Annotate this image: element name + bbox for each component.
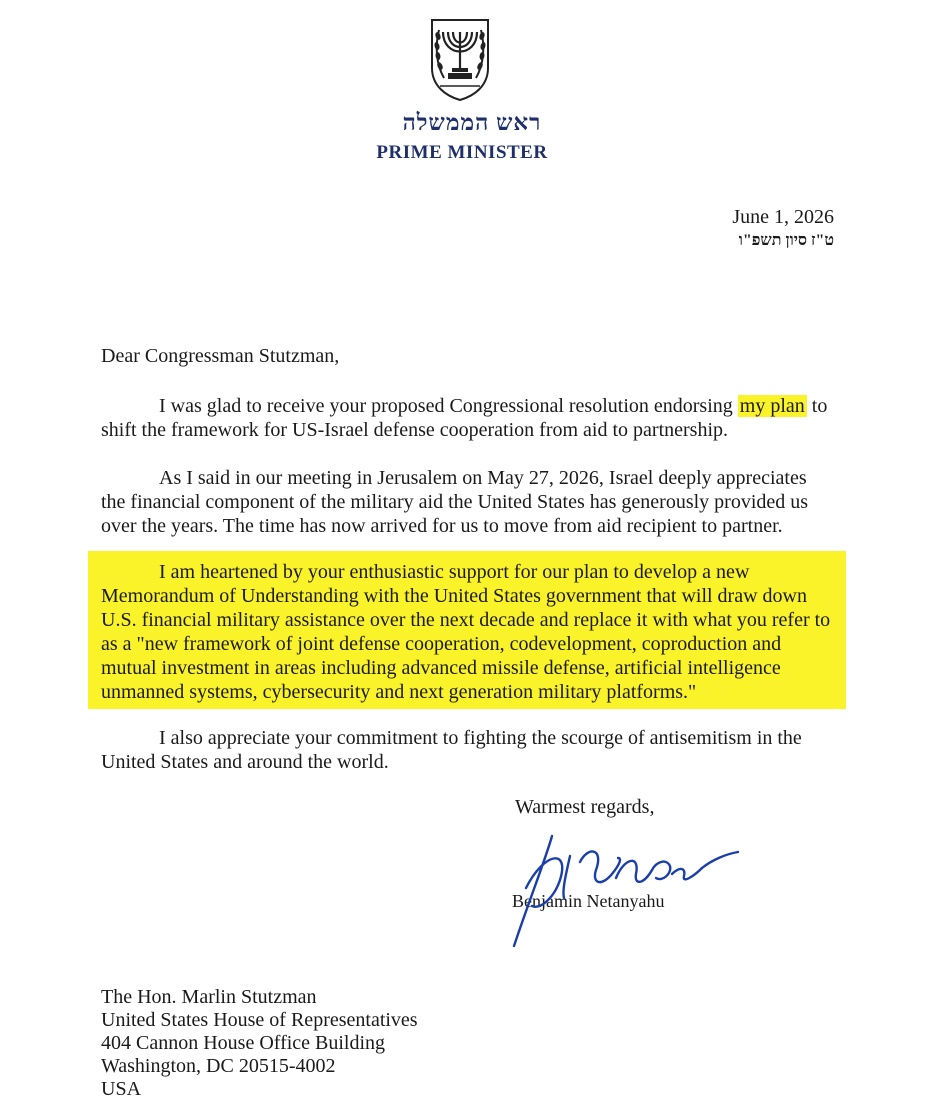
highlighted-phrase: my plan	[739, 395, 805, 417]
header-title-english: PRIME MINISTER	[376, 142, 548, 163]
paragraph-4: I also appreciate your commitment to fighting the scourge of antisemitism in the United States and around the world.	[101, 727, 802, 773]
address-line: USA	[101, 1078, 142, 1100]
letter-date-hebrew: ט"ז סיון תשפ"ו	[738, 232, 834, 249]
address-line: Washington, DC 20515-4002	[101, 1055, 336, 1077]
header-title-hebrew: ראש הממשלה	[402, 110, 542, 135]
salutation: Dear Congressman Stutzman,	[101, 345, 340, 367]
signatory-name: Benjamin Netanyahu	[512, 891, 665, 911]
menorah-emblem-icon	[426, 16, 494, 102]
paragraph-3: I am heartened by your enthusiastic support for our plan to develop a new Memorandum of Understanding with the United States government that will draw down U.S. financial military assistance over the next decade and replace it with what you refer to as a "new framework of joint defense cooperation, codevelopment, coproduction and mutual investment in areas including advanced missile defense, artificial intelligence unmanned systems, cybersecurity and next generation military platforms."	[101, 561, 831, 703]
paragraph-1-text-end: to shift the framework for US-Israel defense cooperation from aid to partnership.	[101, 395, 828, 441]
paragraph-2: As I said in our meeting in Jerusalem on May 27, 2026, Israel deeply appreciates the financial component of the military aid the United States has generously provided us over the years. The time has now arrived for us to move from aid recipient to partner.	[101, 467, 809, 537]
recipient-address	[101, 986, 418, 1101]
address-line: United States House of Representatives	[101, 1009, 418, 1031]
signature-icon	[500, 818, 750, 958]
letter-date: June 1, 2026	[732, 206, 834, 228]
paragraph-1	[101, 394, 831, 442]
closing: Warmest regards,	[515, 796, 655, 818]
address-line: The Hon. Marlin Stutzman	[101, 986, 317, 1008]
paragraph-1-text-start: I was glad to receive your proposed Congressional resolution endorsing	[159, 395, 738, 417]
address-line: 404 Cannon House Office Building	[101, 1032, 386, 1054]
